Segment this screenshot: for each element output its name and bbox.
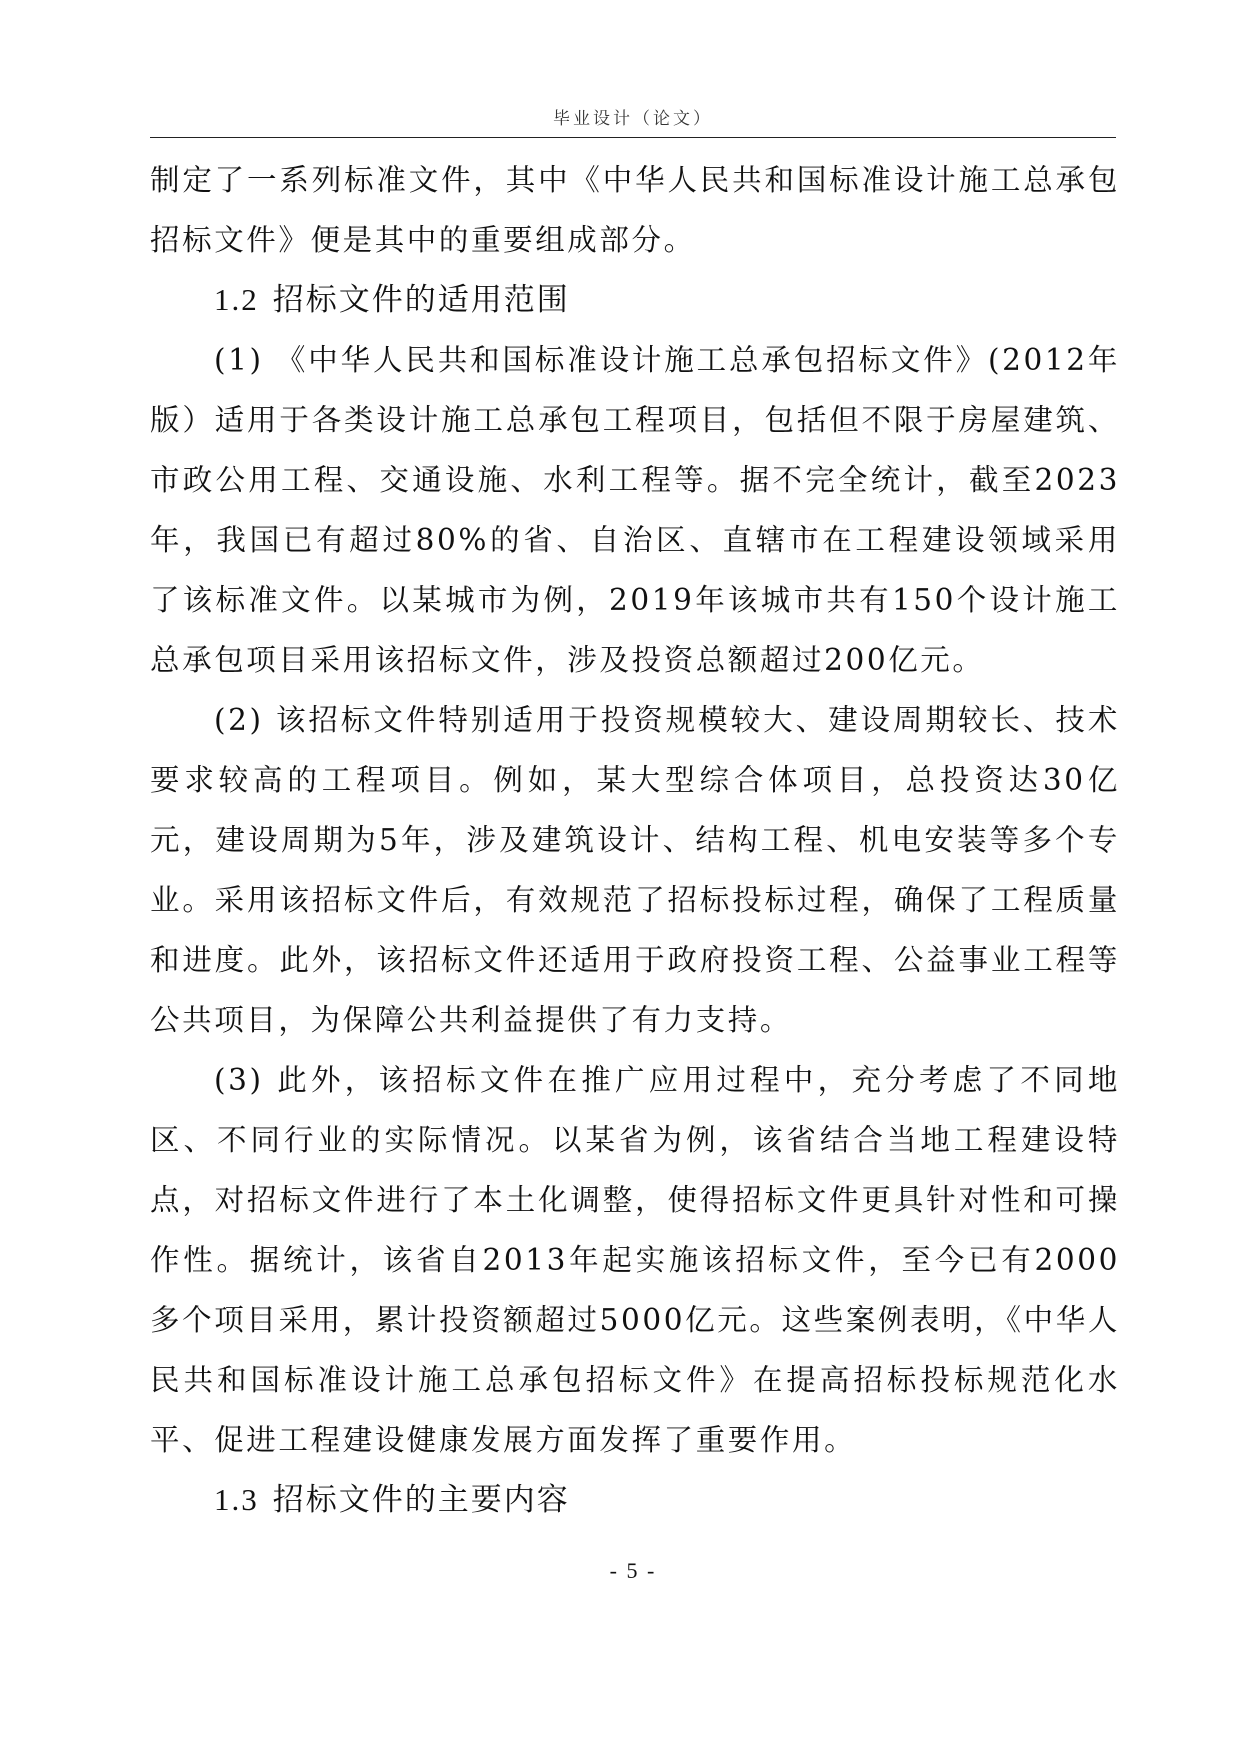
section-heading-1-3 <box>150 1470 1120 1530</box>
section-number: 1.2 <box>214 282 259 317</box>
section-title: 招标文件的适用范围 <box>272 282 570 318</box>
page-number: - 5 - <box>609 1558 657 1583</box>
continuation-paragraph: 制定了一系列标准文件，其中《中华人民共和国标准设计施工总承包招标文件》便是其中的重要组成部分。 <box>150 163 1120 257</box>
body-paragraph-2: (2) 该招标文件特别适用于投资规模较大、建设周期较长、技术要求较高的工程项目。例如，某大型综合体项目，总投资达30亿元，建设周期为5年，涉及建筑设计、结构工程、机电安装等多个专业。采用该招标文件后，有效规范了招标投标过程，确保了工程质量和进度。此外，该招标文件还适用于政府投资工程、公益事业工程等公共项目，为保障公共利益提供了有力支持。 <box>150 703 1120 1037</box>
body-paragraph-1: (1) 《中华人民共和国标准设计施工总承包招标文件》(2012年版）适用于各类设计施工总承包工程项目，包括但不限于房屋建筑、市政公用工程、交通设施、水利工程等。据不完全统计，截至2023年，我国已有超过80%的省、自治区、直辖市在工程建设领域采用了该标准文件。以某城市为例，2019年该城市共有150个设计施工总承包项目采用该招标文件，涉及投资总额超过200亿元。 <box>150 343 1120 677</box>
section-number: 1.3 <box>214 1482 259 1517</box>
header-divider <box>150 137 1116 138</box>
body-paragraph-3: (3) 此外，该招标文件在推广应用过程中，充分考虑了不同地区、不同行业的实际情况。以某省为例，该省结合当地工程建设特点，对招标文件进行了本土化调整，使得招标文件更具针对性和可操作性。据统计，该省自2013年起实施该招标文件，至今已有2000多个项目采用，累计投资额超过5000亿元。这些案例表明，《中华人民共和国标准设计施工总承包招标文件》在提高招标投标规范化水平、促进工程建设健康发展方面发挥了重要作用。 <box>150 1063 1120 1457</box>
section-heading-1-2 <box>150 270 1120 330</box>
page-header: 毕业设计（论文） <box>553 109 713 129</box>
section-title: 招标文件的主要内容 <box>272 1482 570 1518</box>
document-body <box>150 150 1120 1530</box>
